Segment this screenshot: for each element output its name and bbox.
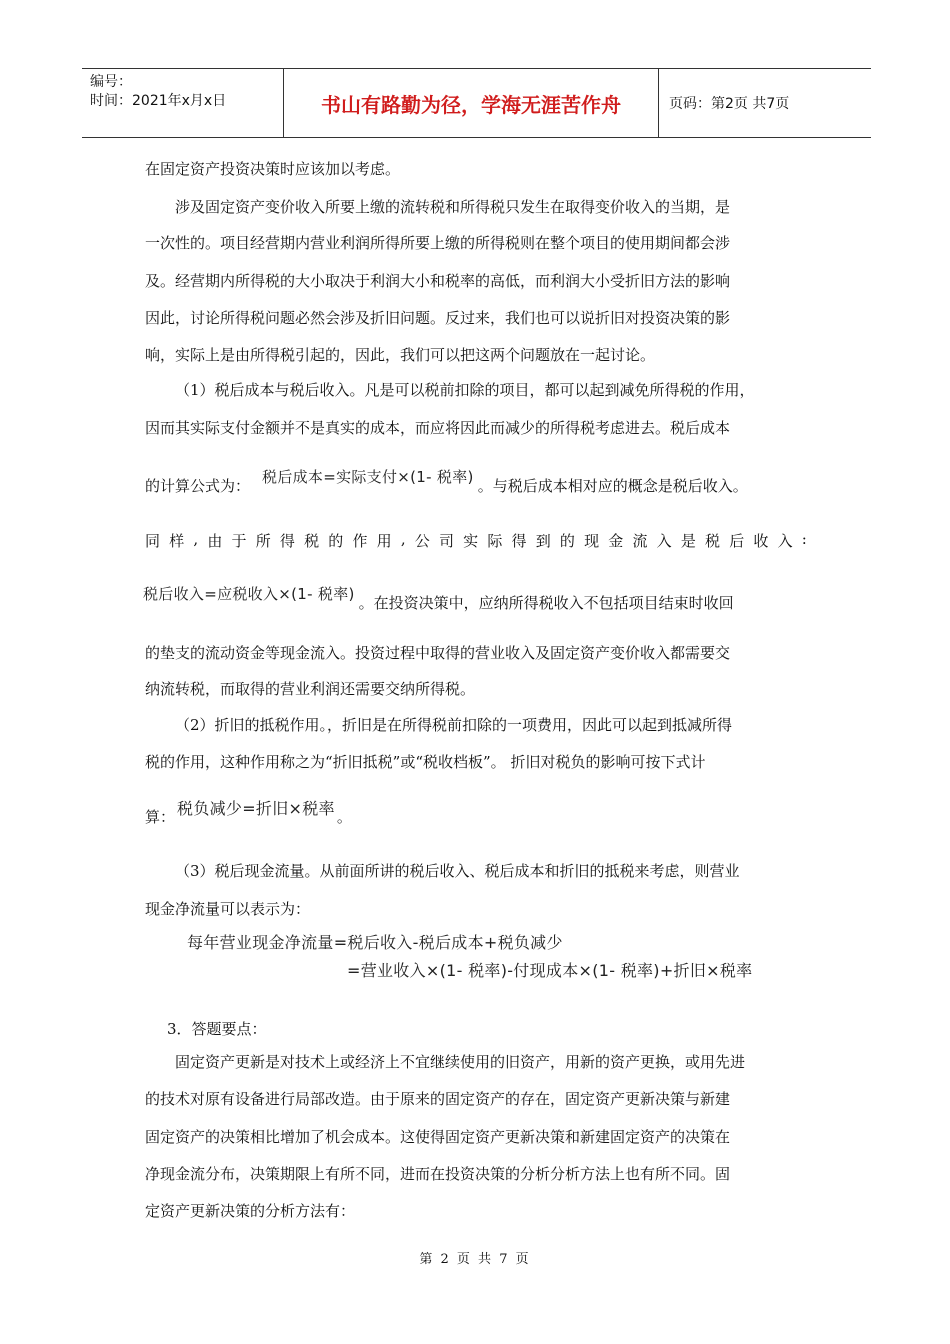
paragraph-line: 因此，讨论所得税问题必然会涉及折旧问题。反过来，我们也可以说折旧对投资决策的影 (145, 309, 731, 327)
spaced-char: 所 (255, 532, 271, 550)
spaced-char: 是 (680, 532, 696, 550)
formula-follow-text: 。与税后成本相对应的概念是税后收入。 (477, 477, 748, 495)
spaced-char: 现 (584, 532, 600, 550)
spaced-char: , (400, 530, 406, 548)
spaced-char: 流 (632, 532, 648, 550)
spaced-char: 税 (304, 532, 320, 550)
paragraph-line: 纳流转税，而取得的营业利润还需要交纳所得税。 (145, 680, 476, 698)
justified-line (145, 530, 807, 551)
paragraph-line: 的技术对原有设备进行局部改造。由于原来的固定资产的存在，固定资产更新决策与新建 (145, 1090, 731, 1108)
spaced-char: 后 (729, 532, 745, 550)
paragraph-line: 税的作用，这种作用称之为“折旧抵税”或“税收档板”。 折旧对税负的影响可按下式计 (145, 753, 706, 771)
paragraph-line: 一次性的。项目经营期内营业利润所得所要上缴的所得税则在整个项目的使用期间都会涉 (145, 234, 731, 252)
formula-operating-cash-flow: 每年营业现金净流量=税后收入-税后成本+税负减少 (187, 933, 563, 952)
header-page-info: 页码：第2页 共7页 (669, 96, 790, 112)
paragraph-line: 响，实际上是由所得税引起的，因此，我们可以把这两个问题放在一起讨论。 (145, 346, 656, 364)
formula-after-tax-cost: 税后成本=实际支付×(1- 税率) (262, 468, 474, 486)
spaced-char: 际 (487, 532, 503, 550)
time-label: 时间：2021年x月x日 (90, 93, 227, 109)
spaced-char: 到 (535, 532, 551, 550)
spaced-char: 实 (463, 532, 479, 550)
paragraph-line: （1）税后成本与税后收入。凡是可以税前扣除的项目，都可以起到减免所得税的作用， (175, 381, 755, 399)
paragraph-line: 固定资产的决策相比增加了机会成本。这使得固定资产更新决策和新建固定资产的决策在 (145, 1128, 731, 1146)
spaced-char: 收 (753, 532, 769, 550)
paragraph-line: （3）税后现金流量。从前面所讲的税后收入、税后成本和折旧的抵税来考虑，则营业 (175, 862, 740, 880)
paragraph-line: （2）折旧的抵税作用。，折旧是在所得税前扣除的一项费用，因此可以起到抵减所得 (175, 716, 733, 734)
page-header (82, 68, 871, 138)
paragraph-line: 现金净流量可以表示为： (145, 900, 311, 918)
formula-intro: 的计算公式为： (145, 477, 251, 495)
spaced-char: 公 (414, 532, 430, 550)
formula-tax-reduction: 税负减少=折旧×税率 (177, 799, 335, 818)
spaced-char: 入 (656, 532, 672, 550)
spaced-char: 作 (352, 532, 368, 550)
header-motto: 书山有路勤为径，学海无涯苦作舟 (284, 69, 659, 137)
page-footer: 第 2 页 共 7 页 (419, 1252, 531, 1267)
spaced-char: 用 (376, 532, 392, 550)
spaced-char: 于 (231, 532, 247, 550)
formula-follow-text: 。 (336, 808, 352, 826)
spaced-char: 的 (559, 532, 575, 550)
formula-follow-text: 。在投资决策中，应纳所得税收入不包括项目结束时收回 (358, 594, 734, 612)
paragraph-line: 在固定资产投资决策时应该加以考虑。 (145, 160, 401, 178)
formula-intro: 算： (145, 808, 176, 826)
spaced-char: 司 (438, 532, 454, 550)
formula-after-tax-revenue: 税后收入=应税收入×(1- 税率) (143, 585, 355, 603)
paragraph-line: 因而其实际支付金额并不是真实的成本，而应将因此而减少的所得税考虑进去。税后成本 (145, 419, 731, 437)
paragraph-line-with-formula (145, 799, 352, 827)
paragraph-line: 涉及固定资产变价收入所要上缴的流转税和所得税只发生在取得变价收入的当期，是 (175, 198, 731, 216)
spaced-char: 税 (705, 532, 721, 550)
header-meta (82, 69, 284, 137)
paragraph-line-with-formula (143, 583, 734, 612)
spaced-char: 得 (511, 532, 527, 550)
section-heading: 3．答题要点： (167, 1020, 267, 1038)
spaced-char: 由 (207, 532, 223, 550)
spaced-char: 的 (328, 532, 344, 550)
number-label: 编号： (90, 74, 132, 90)
paragraph-line: 固定资产更新是对技术上或经济上不宜继续使用的旧资产，用新的资产更换，或用先进 (175, 1053, 746, 1071)
spaced-char: 得 (279, 532, 295, 550)
spaced-char: , (193, 530, 199, 548)
paragraph-line-with-formula (145, 468, 748, 496)
formula-operating-cash-flow-expanded: =营业收入×(1- 税率)-付现成本×(1- 税率)+折旧×税率 (347, 961, 753, 980)
spaced-char: 样 (169, 532, 185, 550)
paragraph-line: 定资产更新决策的分析方法有： (145, 1202, 356, 1220)
spaced-char: 同 (145, 532, 161, 550)
paragraph-line: 净现金流分布，决策期限上有所不同，进而在投资决策的分析分析方法上也有所不同。固 (145, 1165, 731, 1183)
spaced-char: 入 (777, 532, 793, 550)
paragraph-line: 及。经营期内所得税的大小取决于利润大小和税率的高低，而利润大小受折旧方法的影响 (145, 272, 731, 290)
spaced-char: 金 (608, 532, 624, 550)
spaced-char: : (801, 530, 807, 548)
paragraph-line: 的垫支的流动资金等现金流入。投资过程中取得的营业收入及固定资产变价收入都需要交 (145, 644, 731, 662)
